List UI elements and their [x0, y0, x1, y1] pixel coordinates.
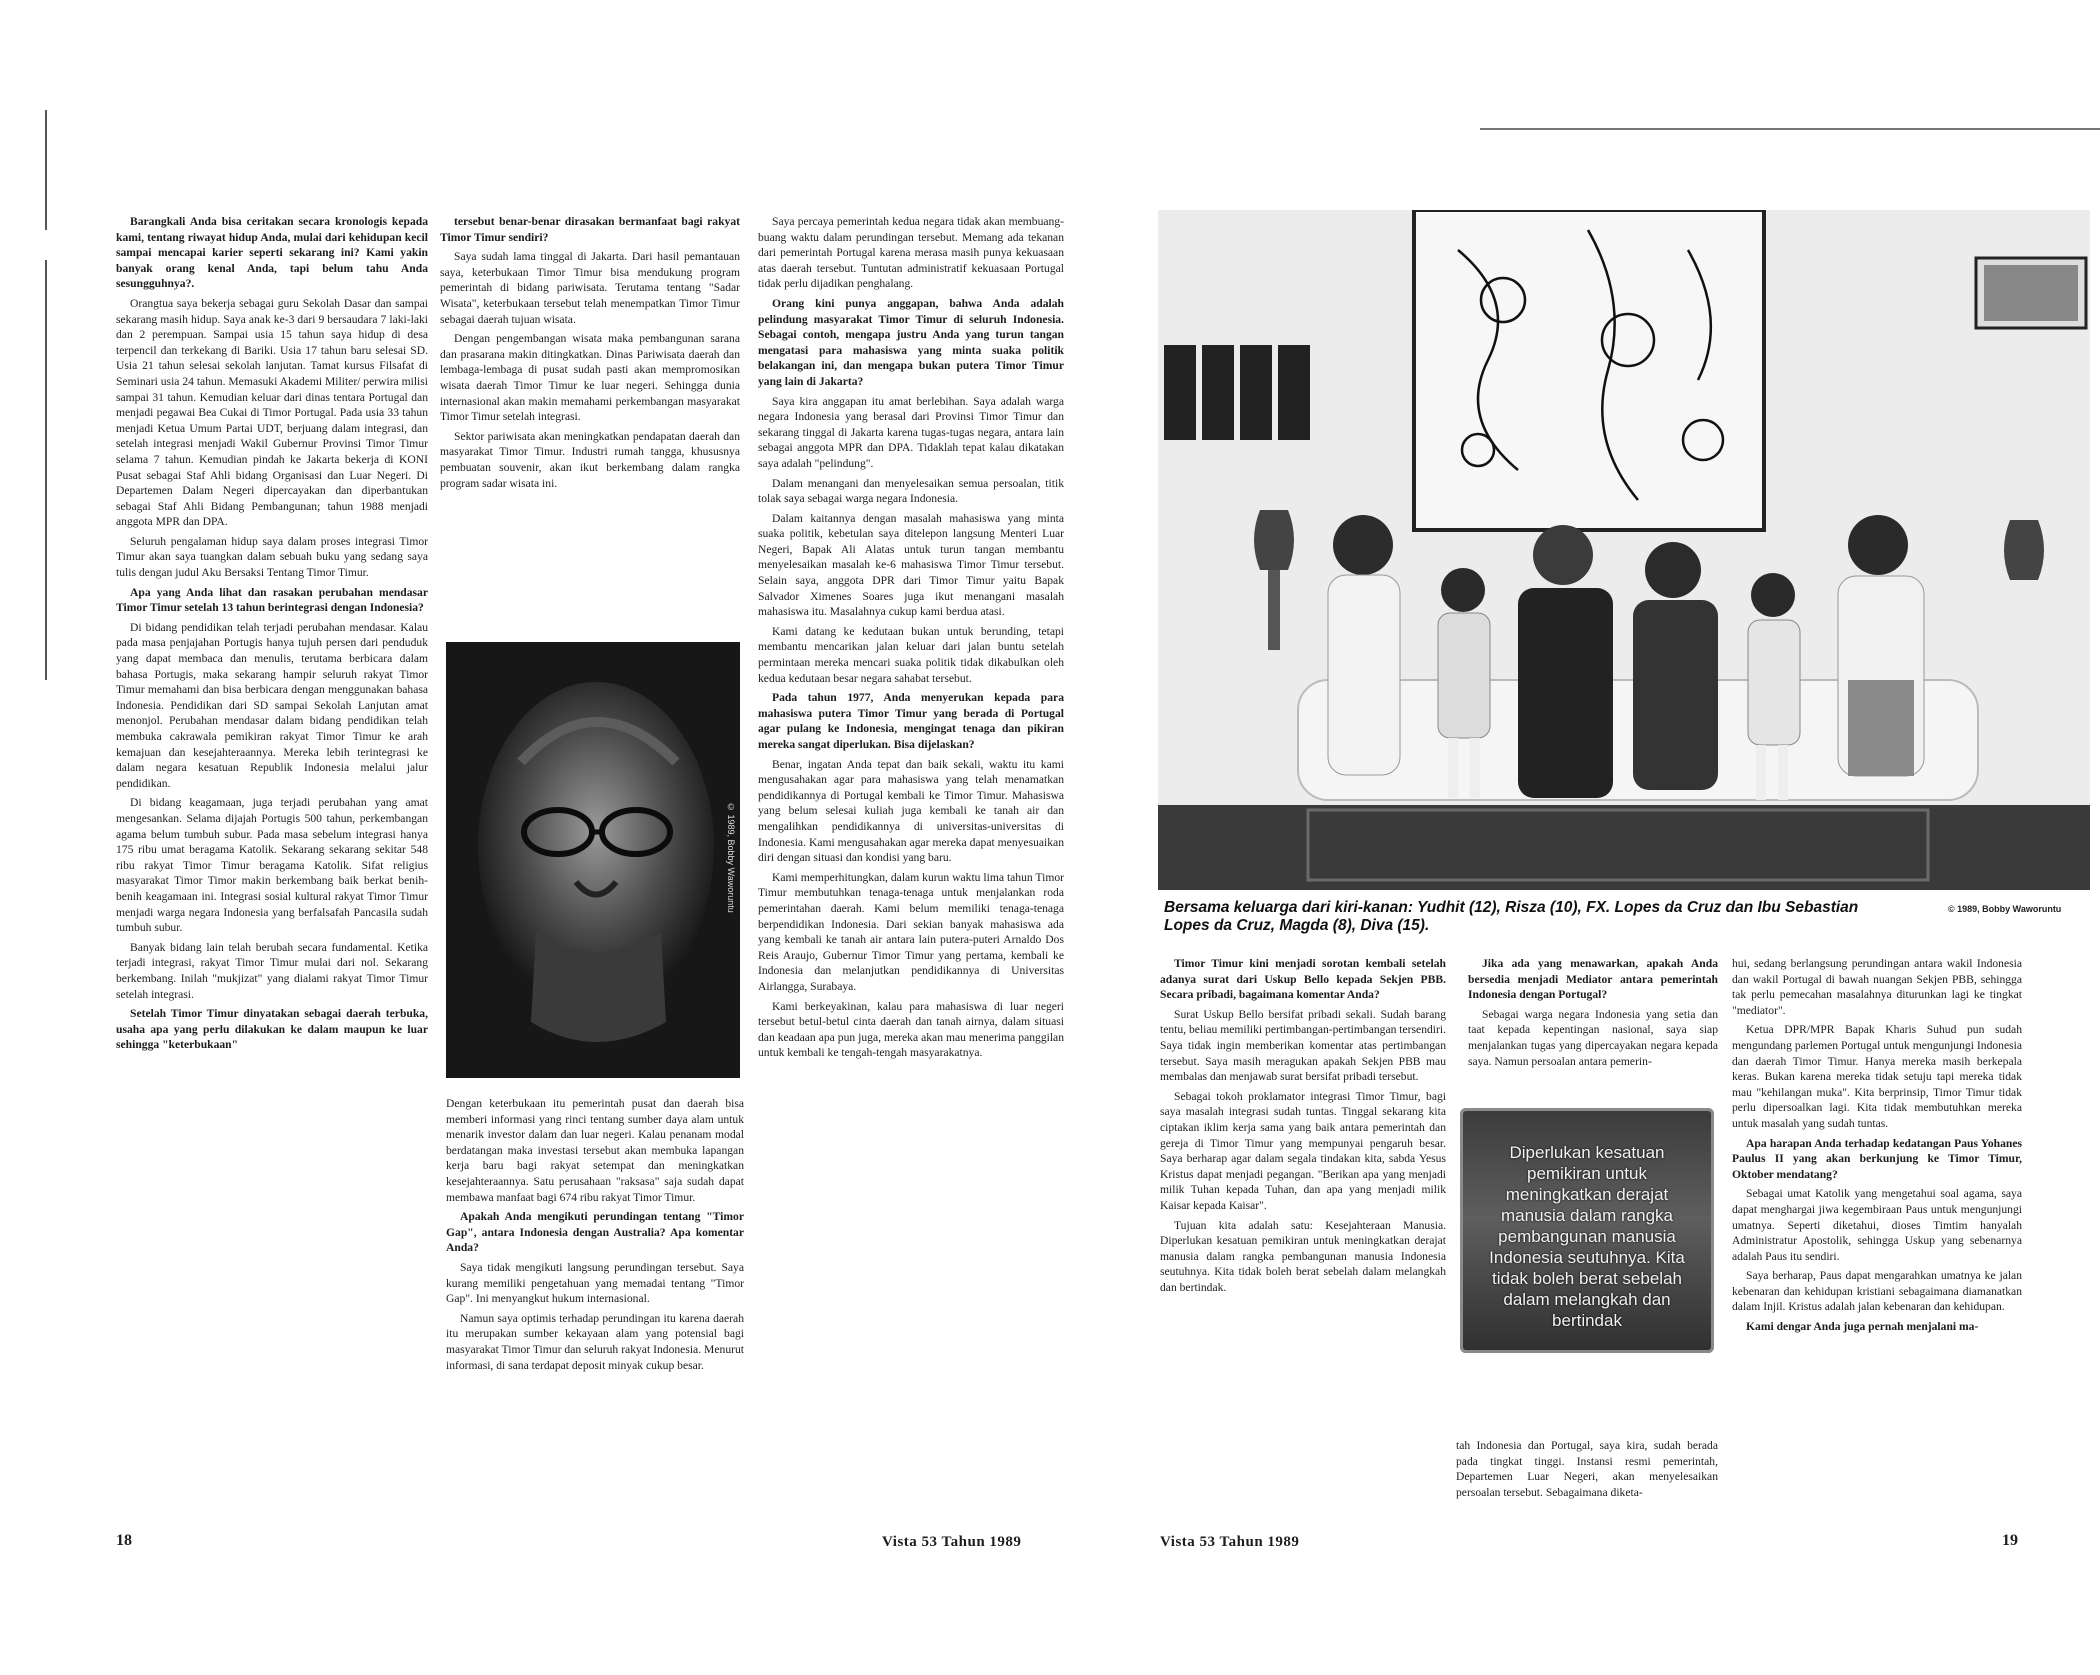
top-rule — [1480, 128, 2100, 130]
footer-right: Vista 53 Tahun 1989 — [1160, 1534, 1300, 1550]
answer-paragraph: Sebagai tokoh proklamator integrasi Timor Timur, bagi saya masalah integrasi sudah tuntas. Tinggal sekarang kita ciptakan iklim kerja sama yang baik antara pemerintah dan gereja di Timor Timur yang mempunyai pengaruh besar. Saya berharap agar dalam segala tindakan kita, sabda Yesus Kristus dapat menjadi pegangan. "Berikan apa yang menjadi milik Tuhan kepada Tuhan, dan apa yang menjadi milik Kaisar kepada Kaisar". — [1160, 1089, 1446, 1212]
question-paragraph: Apa harapan Anda terhadap kedatangan Paus Yohanes Paulus II yang akan berkunjung ke Timor Timur, Oktober mendatang? — [1732, 1136, 2022, 1181]
answer-paragraph: Dengan pengembangan wisata maka pembangunan sarana dan prasarana makin ditingkatkan. Dinas Pariwisata daerah dan lembaga-lembaga di pusat sudah pasti akan mempromosikan wisata daerah Timor Timur ke luar negeri. Sehingga dunia internasional akan makin memahami perkembangan masyarakat Timor Timur setelah integrasi. — [440, 332, 740, 424]
right-col-2-top — [1468, 956, 1718, 1096]
answer-paragraph: Namun saya optimis terhadap perundingan itu karena daerah itu merupakan sumber kekayaan alam yang potensial bagi masyarakat Timor Timur dan seluruh rakyat Indonesia. Menurut informasi, di sana terdapat deposit minyak cukup besar. — [446, 1311, 744, 1372]
answer-paragraph: Surat Uskup Bello bersifat pribadi sekali. Sudah barang tentu, beliau memiliki pertimbangan-pertimbangan tersendiri. Saya tidak ingin memberikan komentar atas pertimbangan tersebut. Saya masih meragukan apakah Sekjen PBB mau membalas dan menjawab surat bersifat pribadi tersebut. — [1160, 1007, 1446, 1084]
answer-paragraph: Sebagai warga negara Indonesia yang setia dan taat kepada kepentingan nasional, saya siap menjalankan tugas yang dipercayakan negara kepada saya. Namun persoalan antara pemerin- — [1468, 1007, 1718, 1068]
left-col-3 — [758, 214, 1064, 1526]
answer-paragraph: Kami berkeyakinan, kalau para mahasiswa di luar negeri tersebut betul-betul cinta daerah dan tanah airnya, dalam situasi dan keadaan apa pun juga, mereka akan mau menerima panggilan untuk kembali ke tengah-tengah masyarakatnya. — [758, 999, 1064, 1060]
question-paragraph: Timor Timur kini menjadi sorotan kembali setelah adanya surat dari Uskup Bello kepada Sekjen PBB. Secara pribadi, bagaimana komentar Anda? — [1160, 957, 1446, 1002]
answer-paragraph: Tujuan kita adalah satu: Kesejahteraan Manusia. Diperlukan kesatuan pemikiran untuk meningkatkan derajat manusia dalam rangka pembangunan manusia Indonesia seutuhnya. Kita tidak boleh berat sebelah dalam melangkah dan bertindak. — [1160, 1218, 1446, 1294]
footer-left: Vista 53 Tahun 1989 — [882, 1534, 1022, 1550]
left-col-1 — [116, 214, 428, 1526]
family-photo-art — [1158, 210, 2090, 890]
answer-paragraph: Kami memperhitungkan, dalam kurun waktu lima tahun Timor Timur membutuhkan tenaga-tenaga untuk menjalankan roda pemerintahan daerah. Kami belum memiliki tenaga-tenaga berpendidikan Indonesia. Dari sekian banyak mahasiswa ada yang kembali ke tanah air antara lain putera-puteri Arnaldo Dos Reis Araujo, Gubernur Timor Timur yang pertama, kembali ke Indonesia dan melanjutkan pendidikannya di Universitas Airlangga, Surabaya. — [758, 870, 1064, 993]
question-paragraph: Jika ada yang menawarkan, apakah Anda bersedia menjadi Mediator antara pemerintah Indonesia dengan Portugal? — [1468, 957, 1718, 1002]
answer-paragraph: Saya tidak mengikuti langsung perundingan tersebut. Saya kurang memiliki pengetahuan yang memadai tentang "Timor Gap". Ini menyangkut hukum internasional. — [446, 1260, 744, 1306]
question-paragraph: Setelah Timor Timur dinyatakan sebagai daerah terbuka, usaha apa yang perlu dilakukan ke dalam maupun ke luar sehingga "keterbukaan" — [116, 1007, 428, 1052]
portrait-credit: © 1989, Bobby Waworuntu — [726, 802, 736, 913]
right-col-2-bottom — [1456, 1438, 1718, 1524]
answer-paragraph: Sektor pariwisata akan meningkatkan pendapatan daerah dan masyarakat Timor Timur. Industri rumah tangga, khususnya pembuatan souvenir, akan ikut berkembang dalam rangka program sadar wisata ini. — [440, 429, 740, 490]
answer-paragraph: Orangtua saya bekerja sebagai guru Sekolah Dasar dan sampai sekarang masih hidup. Saya anak ke-3 dari 9 bersaudara 7 laki-laki dan 2 perempuan. Sampai usia 15 tahun saya hidup di desa terpencil dan terkekang di Bariki. Usia 17 tahun baru selesai SD. Usia 21 tahun selesai sekolah lanjutan. Tamat kursus Filsafat di Seminari usia 24 tahun. Memasuki Akademi Militer/ perwira milisi sampai 31 tahun. Kemudian keluar dari dinas tentara Portugal dan menjadi pegawai Bea Cukai di Timor Portugal. Pada usia 33 tahun menjadi Ketua Umum Partai UDT, berjuang dalam integrasi, dan setelah integrasi menjadi Wakil Gubernur Provinsi Timor Timur selama 7 tahun. Kemudian pindah ke Jakarta bekerja di KONI Pusat sebagai Staf Ahli bidang Organisasi dan Luar Negeri. Di Departemen Dalam Negeri dipercayakan dan diperbantukan sebagai Staf Ahli Bidang Pembangunan; tahun 1988 menjadi anggota MPR dan DPA. — [116, 296, 428, 529]
page-number-right: 19 — [2002, 1532, 2018, 1549]
question-paragraph: Apakah Anda mengikuti perundingan tentang "Timor Gap", antara Indonesia dengan Australia? Apa komentar Anda? — [446, 1210, 744, 1255]
answer-paragraph: hui, sedang berlangsung perundingan antara wakil Indonesia dan wakil Portugal di bawah nuangan Sekjen PBB, sehingga tak perlu pemecahan masalahnya diturunkan lagi ke tingkat "mediator". — [1732, 957, 2022, 1017]
question-paragraph: Orang kini punya anggapan, bahwa Anda adalah pelindung masyarakat Timor Timur di seluruh Indonesia. Sebagai contoh, mengapa justru Anda yang turun tangan mengatasi para mahasiswa yang minta suaka politik belakangan ini, dan mengapa bukan putera Timor Timur yang lain di Jakarta? — [758, 296, 1064, 388]
left-col-2-bottom — [446, 1096, 744, 1526]
answer-paragraph: Saya percaya pemerintah kedua negara tidak akan membuang-buang waktu dalam perundingan tersebut. Memang ada tekanan dari pemerintah Portugal karena merasa masih punya kekuasaan atas daerah tersebut. Tuntutan administratif kekuasaan Portugal tidak perlu dijadikan penghalang. — [758, 215, 1064, 291]
answer-paragraph: Benar, ingatan Anda tepat dan baik sekali, waktu itu kami mengusahakan agar para mahasiswa yang telah menamatkan pendidikannya di Portugal kembali ke Timor Timur. Mahasiswa yang belum selesai kuliah juga kembali ke tanah air dan mengalihkan pendidikannya di universitas-universitas di Indonesia. Kami mengusahakan agar mereka dapat menyesuaikan diri dengan situasi dan kondisi yang baru. — [758, 757, 1064, 865]
answer-paragraph: Sebagai umat Katolik yang mengetahui soal agama, saya dapat menghargai jiwa kegembiraan Paus untuk mengunjungi umatnya. Seperti diketahui, dioses Timtim hanyalah Administratur Apostolik, sehingga Uskup yang sebenarnya adalah Paus itu sendiri. — [1732, 1187, 2022, 1263]
right-col-1 — [1160, 956, 1446, 1516]
answer-paragraph: Saya berharap, Paus dapat mengarahkan umatnya ke jalan kebenaran dan kehidupan kristiani sebagaimana diamanatkan dalam Injil. Kristus adalah jalan kebenaran dan kehidupan. — [1732, 1269, 2022, 1314]
binder-mark — [45, 260, 47, 680]
question-paragraph: Apa yang Anda lihat dan rasakan perubahan mendasar Timor Timur setelah 13 tahun berintegrasi dengan Indonesia? — [116, 585, 428, 615]
family-photo-credit: © 1989, Bobby Waworuntu — [1948, 904, 2062, 914]
answer-paragraph: Dalam menangani dan menyelesaikan semua persoalan, titik tolak saya sebagai warga negara Indonesia. — [758, 476, 1064, 506]
page-number-left: 18 — [116, 1532, 132, 1549]
answer-paragraph: Di bidang pendidikan telah terjadi perubahan mendasar. Kalau pada masa penjajahan Portugis hanya tujuh persen dari penduduk yang dapat membaca dan menulis, terutama berbicara dalam bahasa Portugis, maka sekarang hampir seluruh rakyat Timor Timur memahami dan bisa berbicara dengan menggunakan bahasa Indonesia. Pendidikan dari SD sampai Sekolah Lanjutan amat menonjol. Perubahan mendasar dalam bidang pendidikan telah membuka cakrawala pemikiran rakyat Timor Timur ke arah kemajuan dan kesejahteraannya. Mereka lebih terintegrasi ke dalam negara kesatuan Republik Indonesia melalui jalur pendidikan. — [116, 620, 428, 790]
question-paragraph: tersebut benar-benar dirasakan bermanfaat bagi rakyat Timor Timur sendiri? — [440, 215, 740, 244]
answer-paragraph: Saya sudah lama tinggal di Jakarta. Dari hasil pemantauan saya, keterbukaan Timor Timur bisa mendukung program pemerintah di bidang pariwisata. Terutama tentang "Sadar Wisata", keterbukaan tersebut telah menempatkan Timor Timur sebagai daerah tujuan wisata. — [440, 250, 740, 326]
answer-paragraph: Banyak bidang lain telah berubah secara fundamental. Ketika terjadi integrasi, rakyat Timor Timur mulai dari nol. Sekarang berkembang. Inilah "mukjizat" yang dialami rakyat Timor Timur setelah integrasi. — [116, 940, 428, 1001]
answer-paragraph: Dalam kaitannya dengan masalah mahasiswa yang minta suaka politik, kebetulan saya ditelepon langsung Menteri Luar Negeri, Bapak Ali Alatas untuk turun tangan membantu menyelesaikan masalah ke-6 mahasiswa Timor Timur tersebut. Selain saya, anggota DPR dari Timor Timur yaitu Bapak Salvador Ximenes Soares juga ikut menangani masalah mahasiswa itu. Masalahnya cukup kami berdua atasi. — [758, 511, 1064, 619]
left-col-2-top — [440, 214, 740, 634]
answer-paragraph: Kami datang ke kedutaan bukan untuk berunding, tetapi membantu mencarikan jalan keluar dari jalan buntu setelah permintaan mereka mencari suaka politik tidak dikabulkan oleh kedua kedutaan besar negara sahabat tersebut. — [758, 624, 1064, 685]
portrait-photo — [446, 642, 740, 1078]
answer-paragraph: Seluruh pengalaman hidup saya dalam proses integrasi Timor Timur akan saya tuangkan dalam sebuah buku yang sedang saya tulis dengan judul Aku Bersaksi Tentang Timor Timur. — [116, 534, 428, 580]
answer-paragraph: Dengan keterbukaan itu pemerintah pusat dan daerah bisa memberi informasi yang rinci tentang sumber daya alam untuk menarik investor dalam dan luar negeri. Kalau penanam modal berdatangan maka investasi tersebut akan membuka lapangan kerja baru bagi rakyat setempat dan meningkatkan kesejahteraannya. Satu perusahaan "raksasa" saja sudah dapat membawa manfaat bagi 674 ribu rakyat Timor Timur. — [446, 1097, 744, 1204]
portrait-photo-art — [446, 642, 740, 1078]
question-paragraph: Kami dengar Anda juga pernah menjalani ma- — [1746, 1320, 1979, 1334]
pullquote-text: Diperlukan kesatuan pemikiran untuk meningkatkan derajat manusia dalam rangka pembangunan manusia Indonesia seutuhnya. Kita tidak boleh berat sebelah dalam melangkah dan bertindak — [1489, 1143, 1685, 1330]
answer-paragraph: Di bidang keagamaan, juga terjadi perubahan yang amat mengesankan. Selama dijajah Portugis 500 tahun, perkembangan agama belum tumbuh subur. Pada masa sebelum integrasi hanya 175 ribu umat beragama Katolik. Sekarang sekarang sekitar 548 ribu rakyat Timor Timur beragama Katolik. Sifat religius masyarakat Timor Timor makin berkembang baik berkat benih-benih keagamaan ini. Integrasi sosial kultural rakyat Timor Timur menjadi warga negara Indonesia yang berfalsafah Pancasila sudah tumbuh subur. — [116, 796, 428, 935]
family-photo — [1158, 210, 2090, 890]
question-paragraph: Barangkali Anda bisa ceritakan secara kronologis kepada kami, tentang riwayat hidup Anda, mulai dari kehidupan kecil sampai mencapai karier seperti sekarang ini? Kami yakin banyak orang kenal Anda, tapi belum tahu Anda sesungguhnya?. — [116, 215, 428, 291]
binder-mark — [45, 110, 47, 230]
answer-paragraph: Saya kira anggapan itu amat berlebihan. Saya adalah warga negara Indonesia yang berasal dari Provinsi Timor Timur dan sekarang tinggal di Jakarta karena tugas-tugas negara, antara lain sebagai anggota MPR dan DPA. Tidaklah tepat kalau dikatakan saya adalah "pelindung". — [758, 394, 1064, 470]
answer-paragraph: tah Indonesia dan Portugal, saya kira, sudah berada pada tingkat tinggi. Instansi resmi pemerintah, Departemen Luar Negeri, akan menyelesaikan persoalan tersebut. Sebagaimana diketa- — [1456, 1439, 1718, 1499]
right-col-3 — [1732, 956, 2022, 1526]
family-photo-caption: Bersama keluarga dari kiri-kanan: Yudhit (12), Risza (10), FX. Lopes da Cruz dan Ibu Sebastian Lopes da Cruz, Magda (8), Diva (15). — [1164, 899, 1859, 934]
question-paragraph: Pada tahun 1977, Anda menyerukan kepada para mahasiswa putera Timor Timur yang berada di Portugal agar pulang ke Indonesia, mengingat tenaga dan pikiran mereka sangat diperlukan. Bisa dijelaskan? — [758, 691, 1064, 751]
answer-paragraph: Ketua DPR/MPR Bapak Kharis Suhud pun sudah mengundang parlemen Portugal untuk mengunjungi Indonesia dan daerah Timor Timur. Hanya mereka masih berkepala keras. Bukan karena mereka tidak setuju tapi mereka tidak mau "kehilangan muka". Kita berprinsip, Timor Timur tidak perlu dipersoalkan lagi. Kita tidak membutuhkan mereka untuk masalah yang sudah tuntas. — [1732, 1023, 2022, 1130]
